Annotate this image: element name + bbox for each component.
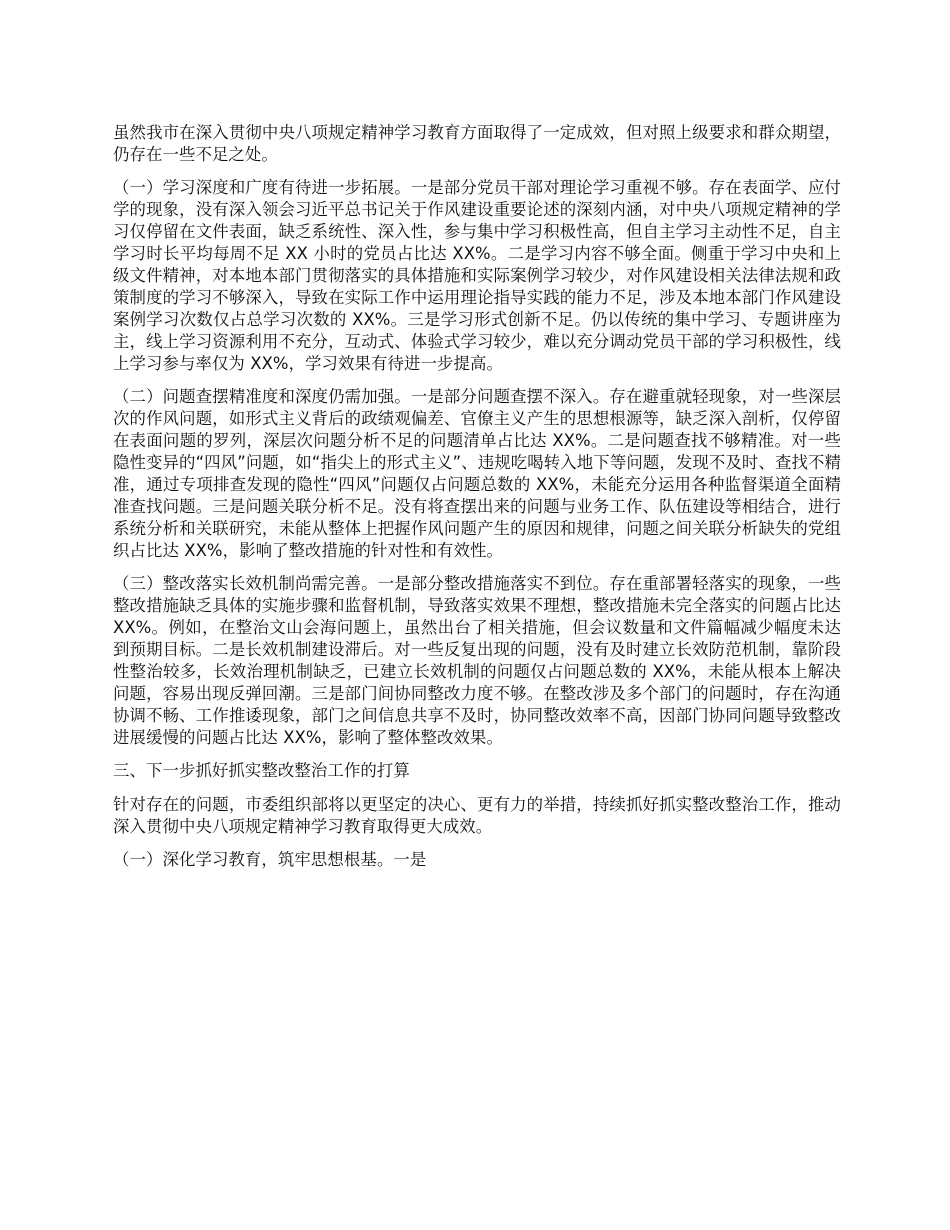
section-heading-next-steps: 三、下一步抓好抓实整改整治工作的打算: [113, 761, 410, 780]
document-page: [113, 122, 841, 882]
paragraph-next-steps-intro: 针对存在的问题，市委组织部将以更坚定的决心、更有力的举措，持续抓好抓实整改整治工作，推动深入贯彻中央八项规定精神学习教育取得更大成效。: [113, 795, 841, 836]
paragraph-rectification-mechanism: （三）整改落实长效机制尚需完善。一是部分整改措施落实不到位。存在重部署轻落实的现象，一些整改措施缺乏具体的实施步骤和监督机制，导致落实效果不理想，整改措施未完全落实的问题占比达 XX%。例如，在整治文山会海问题上，虽然出台了相关措施，但会议数量和文件篇幅减少幅度未达到预期目标。二是长效机制建设滞后。对一些反复出现的问题，没有及时建立长效防范机制，靠阶段性整治较多，长效治理机制缺乏，已建立长效机制的问题仅占问题总数的 XX%，未能从根本上解决问题，容易出现反弹回潮。三是部门间协同整改力度不够。在整改涉及多个部门的问题时，存在沟通协调不畅、工作推诿现象，部门之间信息共享不及时，协同整改效率不高，因部门协同问题导致整改进展缓慢的问题占比达 XX%，影响了整体整改效果。: [113, 574, 841, 747]
paragraph-study-depth: （一）学习深度和广度有待进一步拓展。一是部分党员干部对理论学习重视不够。存在表面学、应付学的现象，没有深入领会习近平总书记关于作风建设重要论述的深刻内涵，对中央八项规定精神的学习仅停留在文件表面，缺乏系统性、深入性，参与集中学习积极性高，但自主学习主动性不足，自主学习时长平均每周不足 XX 小时的党员占比达 XX%。二是学习内容不够全面。侧重于学习中央和上级文件精神，对本地本部门贯彻落实的具体措施和实际案例学习较少，对作风建设相关法律法规和政策制度的学习不够深入，导致在实际工作中运用理论指导实践的能力不足，涉及本地本部门作风建设案例学习次数仅占总学习次数的 XX%。三是学习形式创新不足。仍以传统的集中学习、专题讲座为主，线上学习资源利用不充分，互动式、体验式学习较少，难以充分调动党员干部的学习积极性，线上学习参与率仅为 XX%，学习效果有待进一步提高。: [113, 178, 841, 373]
paragraph-problem-finding: （二）问题查摆精准度和深度仍需加强。一是部分问题查摆不深入。存在避重就轻现象，对一些深层次的作风问题，如形式主义背后的政绩观偏差、官僚主义产生的思想根源等，缺乏深入剖析，仅停留在表面问题的罗列，深层次问题分析不足的问题清单占比达 XX%。二是问题查找不够精准。对一些隐性变异的“四风”问题，如“指尖上的形式主义”、违规吃喝转入地下等问题，发现不及时、查找不精准，通过专项排查发现的隐性“四风”问题仅占问题总数的 XX%，未能充分运用各种监督渠道全面精准查找问题。三是问题关联分析不足。没有将查摆出来的问题与业务工作、队伍建设等相结合，进行系统分析和关联研究，未能从整体上把握作风问题产生的原因和规律，问题之间关联分析缺失的党组织占比达 XX%，影响了整改措施的针对性和有效性。: [113, 387, 841, 560]
paragraph-deepen-study: （一）深化学习教育，筑牢思想根基。一是: [113, 850, 427, 869]
paragraph-intro: 虽然我市在深入贯彻中央八项规定精神学习教育方面取得了一定成效，但对照上级要求和群众期望，仍存在一些不足之处。: [113, 123, 841, 164]
